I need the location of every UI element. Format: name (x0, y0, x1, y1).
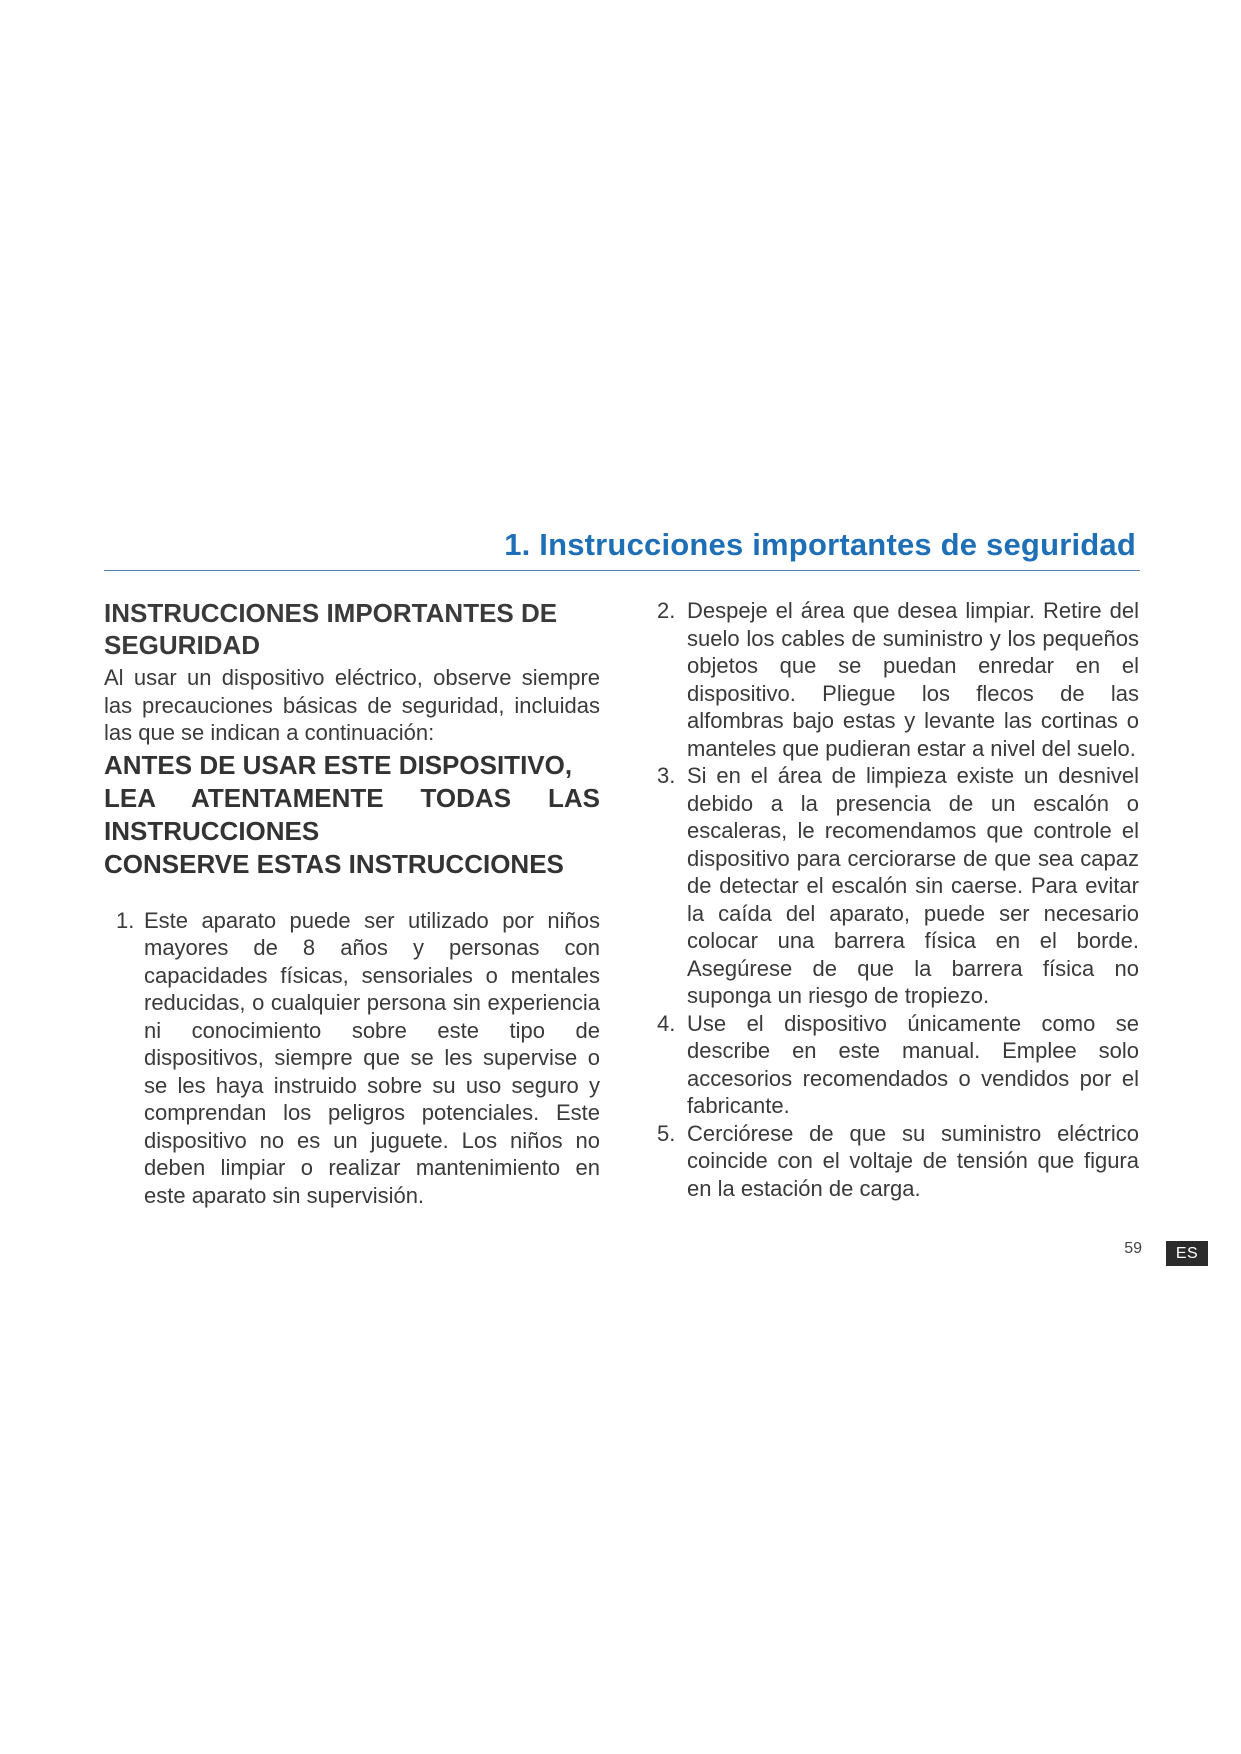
list-item (116, 907, 600, 1210)
warning-line: INSTRUCCIONES (104, 815, 320, 846)
item-text: Cerciórese de que su suministro eléctrico coincide con el voltaje de tensión que figura en la estación de carga. (687, 1120, 1139, 1201)
page-number: 59 (1124, 1240, 1142, 1257)
list-item (657, 597, 1139, 762)
intro-paragraph: Al usar un dispositivo eléctrico, observe siempre las precauciones básicas de seguridad, incluidas las que se indican a continuación: (104, 665, 600, 745)
right-column (657, 597, 1139, 1202)
section-title: 1. Instrucciones importantes de seguridad (504, 527, 1136, 562)
item-text: Use el dispositivo únicamente como se describe en este manual. Emplee solo accesorios recomendados o vendidos por el fabricante. (687, 1010, 1139, 1118)
item-text: Si en el área de limpieza existe un desnivel debido a la presencia de un escalón o escaleras, le recomendamos que controle el dispositivo para cerciorarse de que sea capaz de detectar el escalón sin caerse. Para evitar la caída del aparato, puede ser necesario colocar una barrera física en el borde. Asegúrese de que la barrera física no suponga un riesgo de tropiezo. (687, 763, 1139, 1008)
item-text: Despeje el área que desea limpiar. Retire del suelo los cables de suministro y los pequeños objetos que se puedan enredar en el dispositivo. Pliegue los flecos de las alfombras bajo estas y levante las cortinas o manteles que pudieran estar a nivel del suelo. (687, 598, 1139, 761)
list-item (657, 1120, 1139, 1203)
instruction-list-right (657, 597, 1139, 1202)
warning-line: ANTES DE USAR ESTE DISPOSITIVO, (104, 749, 573, 780)
item-number: 1. (116, 907, 135, 933)
warning-line: CONSERVE ESTAS INSTRUCCIONES (104, 848, 564, 879)
warning-block (104, 749, 600, 881)
item-number: 4. (657, 1010, 676, 1036)
title-divider (104, 570, 1140, 571)
item-number: 3. (657, 763, 676, 788)
item-number: 5. (657, 1120, 676, 1146)
list-item (657, 1010, 1139, 1120)
item-text: Este aparato puede ser utilizado por niños mayores de 8 años y personas con capacidades físicas, sensoriales o mentales reducidas, o cualquier persona sin experiencia ni conocimiento sobre este tipo de dispositivos, siempre que se les supervise o se les haya instruido sobre su uso seguro y comprendan los peligros potenciales. Este dispositivo no es un juguete. Los niños no deben limpiar o realizar mantenimiento en este aparato sin supervisión. (144, 907, 600, 1208)
warning-line: LEA ATENTAMENTE TODAS LAS (104, 782, 600, 813)
left-column (104, 597, 600, 1209)
safety-heading: INSTRUCCIONES IMPORTANTES DE SEGURIDAD (104, 598, 558, 660)
instruction-list-left (104, 907, 600, 1210)
list-item (657, 762, 1139, 1010)
item-number: 2. (657, 598, 676, 623)
language-badge: ES (1166, 1241, 1208, 1266)
